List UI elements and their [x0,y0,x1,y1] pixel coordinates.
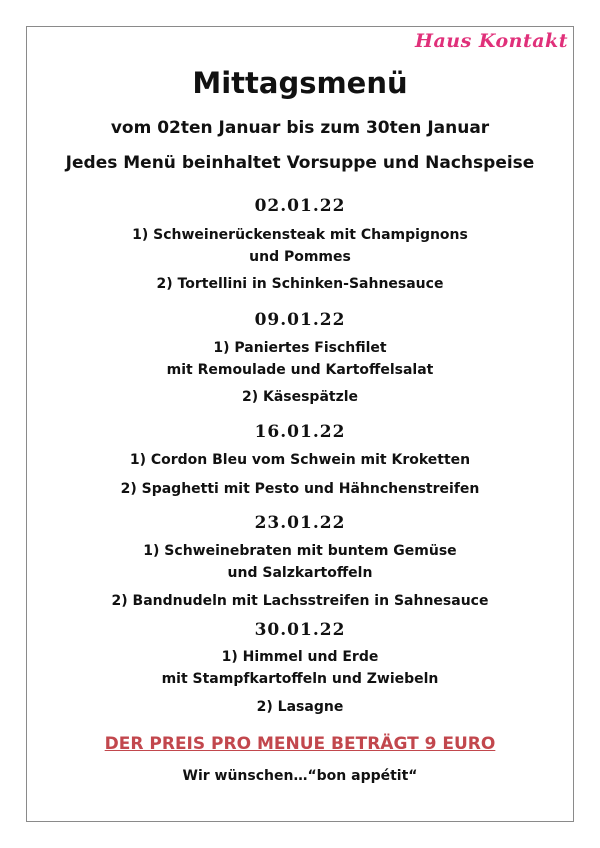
page-title: Mittagsmenü [192,66,408,100]
dish-line: 1) Himmel und Erde [221,649,379,665]
dish-2: 2) Lasagne [256,699,344,715]
dish-line: 1) Paniertes Fischfilet [213,340,387,356]
dish-line: und Salzkartoffeln [227,565,373,581]
dish-1 [0,337,600,381]
brand-logo: Haus Kontakt [415,30,568,52]
dish-2: 2) Spaghetti mit Pesto und Hähnchenstreifen [120,481,480,497]
closing-message: Wir wünschen…“bon appétit“ [182,768,418,784]
day-date: 16.01.22 [254,422,346,442]
dish-line: und Pommes [249,249,351,265]
dish-1 [0,540,600,584]
price-note: DER PREIS PRO MENUE BETRÄGT 9 EURO [104,734,496,754]
dish-line: 1) Schweinebraten mit buntem Gemüse [143,543,457,559]
day-date: 09.01.22 [254,310,346,330]
dish-2: 2) Tortellini in Schinken-Sahnesauce [156,276,444,292]
dish-2: 2) Käsespätzle [241,389,359,405]
date-range: vom 02ten Januar bis zum 30ten Januar [110,118,490,138]
day-date: 30.01.22 [254,620,346,640]
day-date: 23.01.22 [254,513,346,533]
dish-2: 2) Bandnudeln mit Lachsstreifen in Sahnesauce [111,593,489,609]
dish-1 [0,224,600,268]
dish-line: mit Stampfkartoffeln und Zwiebeln [161,671,439,687]
dish-1 [0,646,600,690]
dish-line: mit Remoulade und Kartoffelsalat [166,362,434,378]
day-date: 02.01.22 [254,196,346,216]
dish-line: 1) Schweinerückensteak mit Champignons [132,227,468,243]
dish-1: 1) Cordon Bleu vom Schwein mit Kroketten [129,452,471,468]
menu-includes-note: Jedes Menü beinhaltet Vorsuppe und Nachspeise [65,153,535,173]
